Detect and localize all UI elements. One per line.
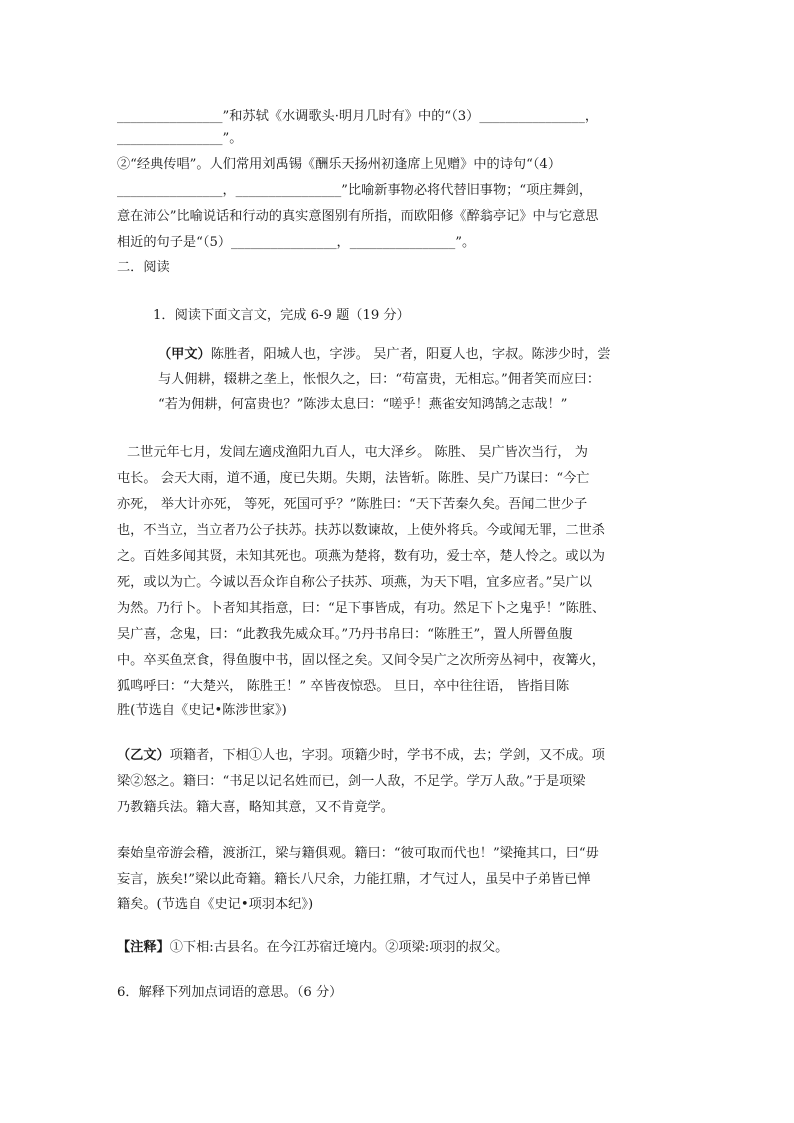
passage-jia-line-12: 中。卒买鱼烹食，得鱼腹中书，固以怪之矣。又间令吴广之次所旁丛祠中，夜篝火，: [117, 653, 605, 668]
fill-blank-line-2: ________________”。: [117, 131, 243, 146]
passage-yi-line-1: （乙文）项籍者，下相①人也，字羽。项籍少时，学书不成，去；学剑，又不成。项: [117, 748, 605, 763]
passage-yi-line-4: 秦始皇帝游会稽，渡浙江，梁与籍俱观。籍曰：“彼可取而代也！”梁掩其口，曰“毋: [117, 846, 599, 861]
fill-blank-line-1: ________________”和苏轼《水调歌头·明月几时有》中的“（3）________________，: [117, 109, 599, 124]
passage-jia-line-5: 屯长。 会天大雨，道不通，度已失期。失期，法皆斩。陈胜、吴广乃谋曰：“今亡: [117, 471, 590, 486]
passage-jia-line-6: 亦死， 举大计亦死， 等死，死国可乎？”陈胜曰：“天下苦秦久矣。吾闻二世少子: [117, 497, 588, 512]
passage-jia-line-11: 吴广喜，念鬼，曰：“此教我先威众耳。”乃丹书帛曰：“陈胜王”，置人所罾鱼腹: [117, 627, 573, 642]
passage-jia-line-13: 狐鸣呼曰：“大楚兴， 陈胜王！” 卒皆夜惊恐。 旦日，卒中往往语， 皆指目陈: [117, 679, 570, 694]
classic-quote-line-2: ________________，________________”比喻新事物必将代替旧事物；“项庄舞剑，: [117, 183, 593, 198]
passage-jia-line-3: “若为佣耕，何富贵也？”陈涉太息曰：“嗟乎！燕雀安知鸿鹄之志哉！”: [158, 397, 568, 412]
passage-jia-line-2: 与人佣耕，辍耕之垄上，怅恨久之，曰：“苟富贵，无相忘。”佣者笑而应曰：: [158, 372, 601, 387]
passage-jia-label: （甲文）: [158, 347, 211, 362]
classic-quote-line-4: 相近的句子是“（5）________________，________________”。: [117, 235, 476, 250]
classic-quote-line-1: ②“经典传唱”。人们常用刘禹锡《酬乐天扬州初逢席上见赠》中的诗句“（4）: [117, 157, 562, 172]
passage-yi-line-5: 妄言，族矣!”梁以此奇籍。籍长八尺余，力能扛鼎，才气过人，虽吴中子弟皆已惮: [117, 872, 591, 887]
question-intro: 1．阅读下面文言文，完成 6-9 题（19 分）: [153, 308, 410, 323]
section-heading-reading: 二．阅读: [117, 260, 170, 275]
passage-jia-line-9: 死，或以为亡。今诚以吾众诈自称公子扶苏、项燕，为天下唱，宜多应者。”吴广以: [117, 575, 592, 590]
passage-jia-line-1: （甲文）陈胜者，阳城人也，字涉。 吴广者，阳夏人也，字叔。陈涉少时，尝: [158, 347, 611, 362]
passage-yi-source: 籍矣。(节选自《史记•项羽本纪》): [117, 897, 314, 912]
passage-jia-line-7: 也，不当立，当立者乃公子扶苏。扶苏以数谏故，上使外将兵。今或闻无罪，二世杀: [117, 523, 605, 538]
classic-quote-line-3: 意在沛公”比喻说话和行动的真实意图别有所指，而欧阳修《醉翁亭记》中与它意思: [117, 209, 599, 224]
passage-jia-line-10: 为然。乃行卜。卜者知其指意，曰：“足下事皆成，有功。然足下卜之鬼乎！”陈胜、: [117, 601, 606, 616]
question-6: 6．解释下列加点词语的意思。（6 分）: [117, 985, 343, 1000]
passage-yi-label: （乙文）: [117, 748, 170, 763]
passage-yi-line-2: 梁②怒之。籍曰：“书足以记名姓而已，剑一人敌，不足学。学万人敌。”于是项梁: [117, 774, 586, 789]
passage-jia-line-8: 之。百姓多闻其贤，未知其死也。项燕为楚将，数有功，爱士卒，楚人怜之。或以为: [117, 549, 605, 564]
annotation-note: 【注释】①下相:古县名。在今江苏宿迁境内。②项梁:项羽的叔父。: [117, 940, 509, 955]
passage-jia-source: 胜(节选自《史记•陈涉世家》): [117, 703, 287, 718]
annotation-label: 【注释】: [117, 940, 170, 955]
passage-yi-line-3: 乃教籍兵法。籍大喜，略知其意，又不肯竟学。: [117, 800, 394, 815]
passage-jia-line-4: 二世元年七月，发闾左適戍渔阳九百人，屯大泽乡。 陈胜、 吴广皆次当行， 为: [127, 445, 588, 460]
